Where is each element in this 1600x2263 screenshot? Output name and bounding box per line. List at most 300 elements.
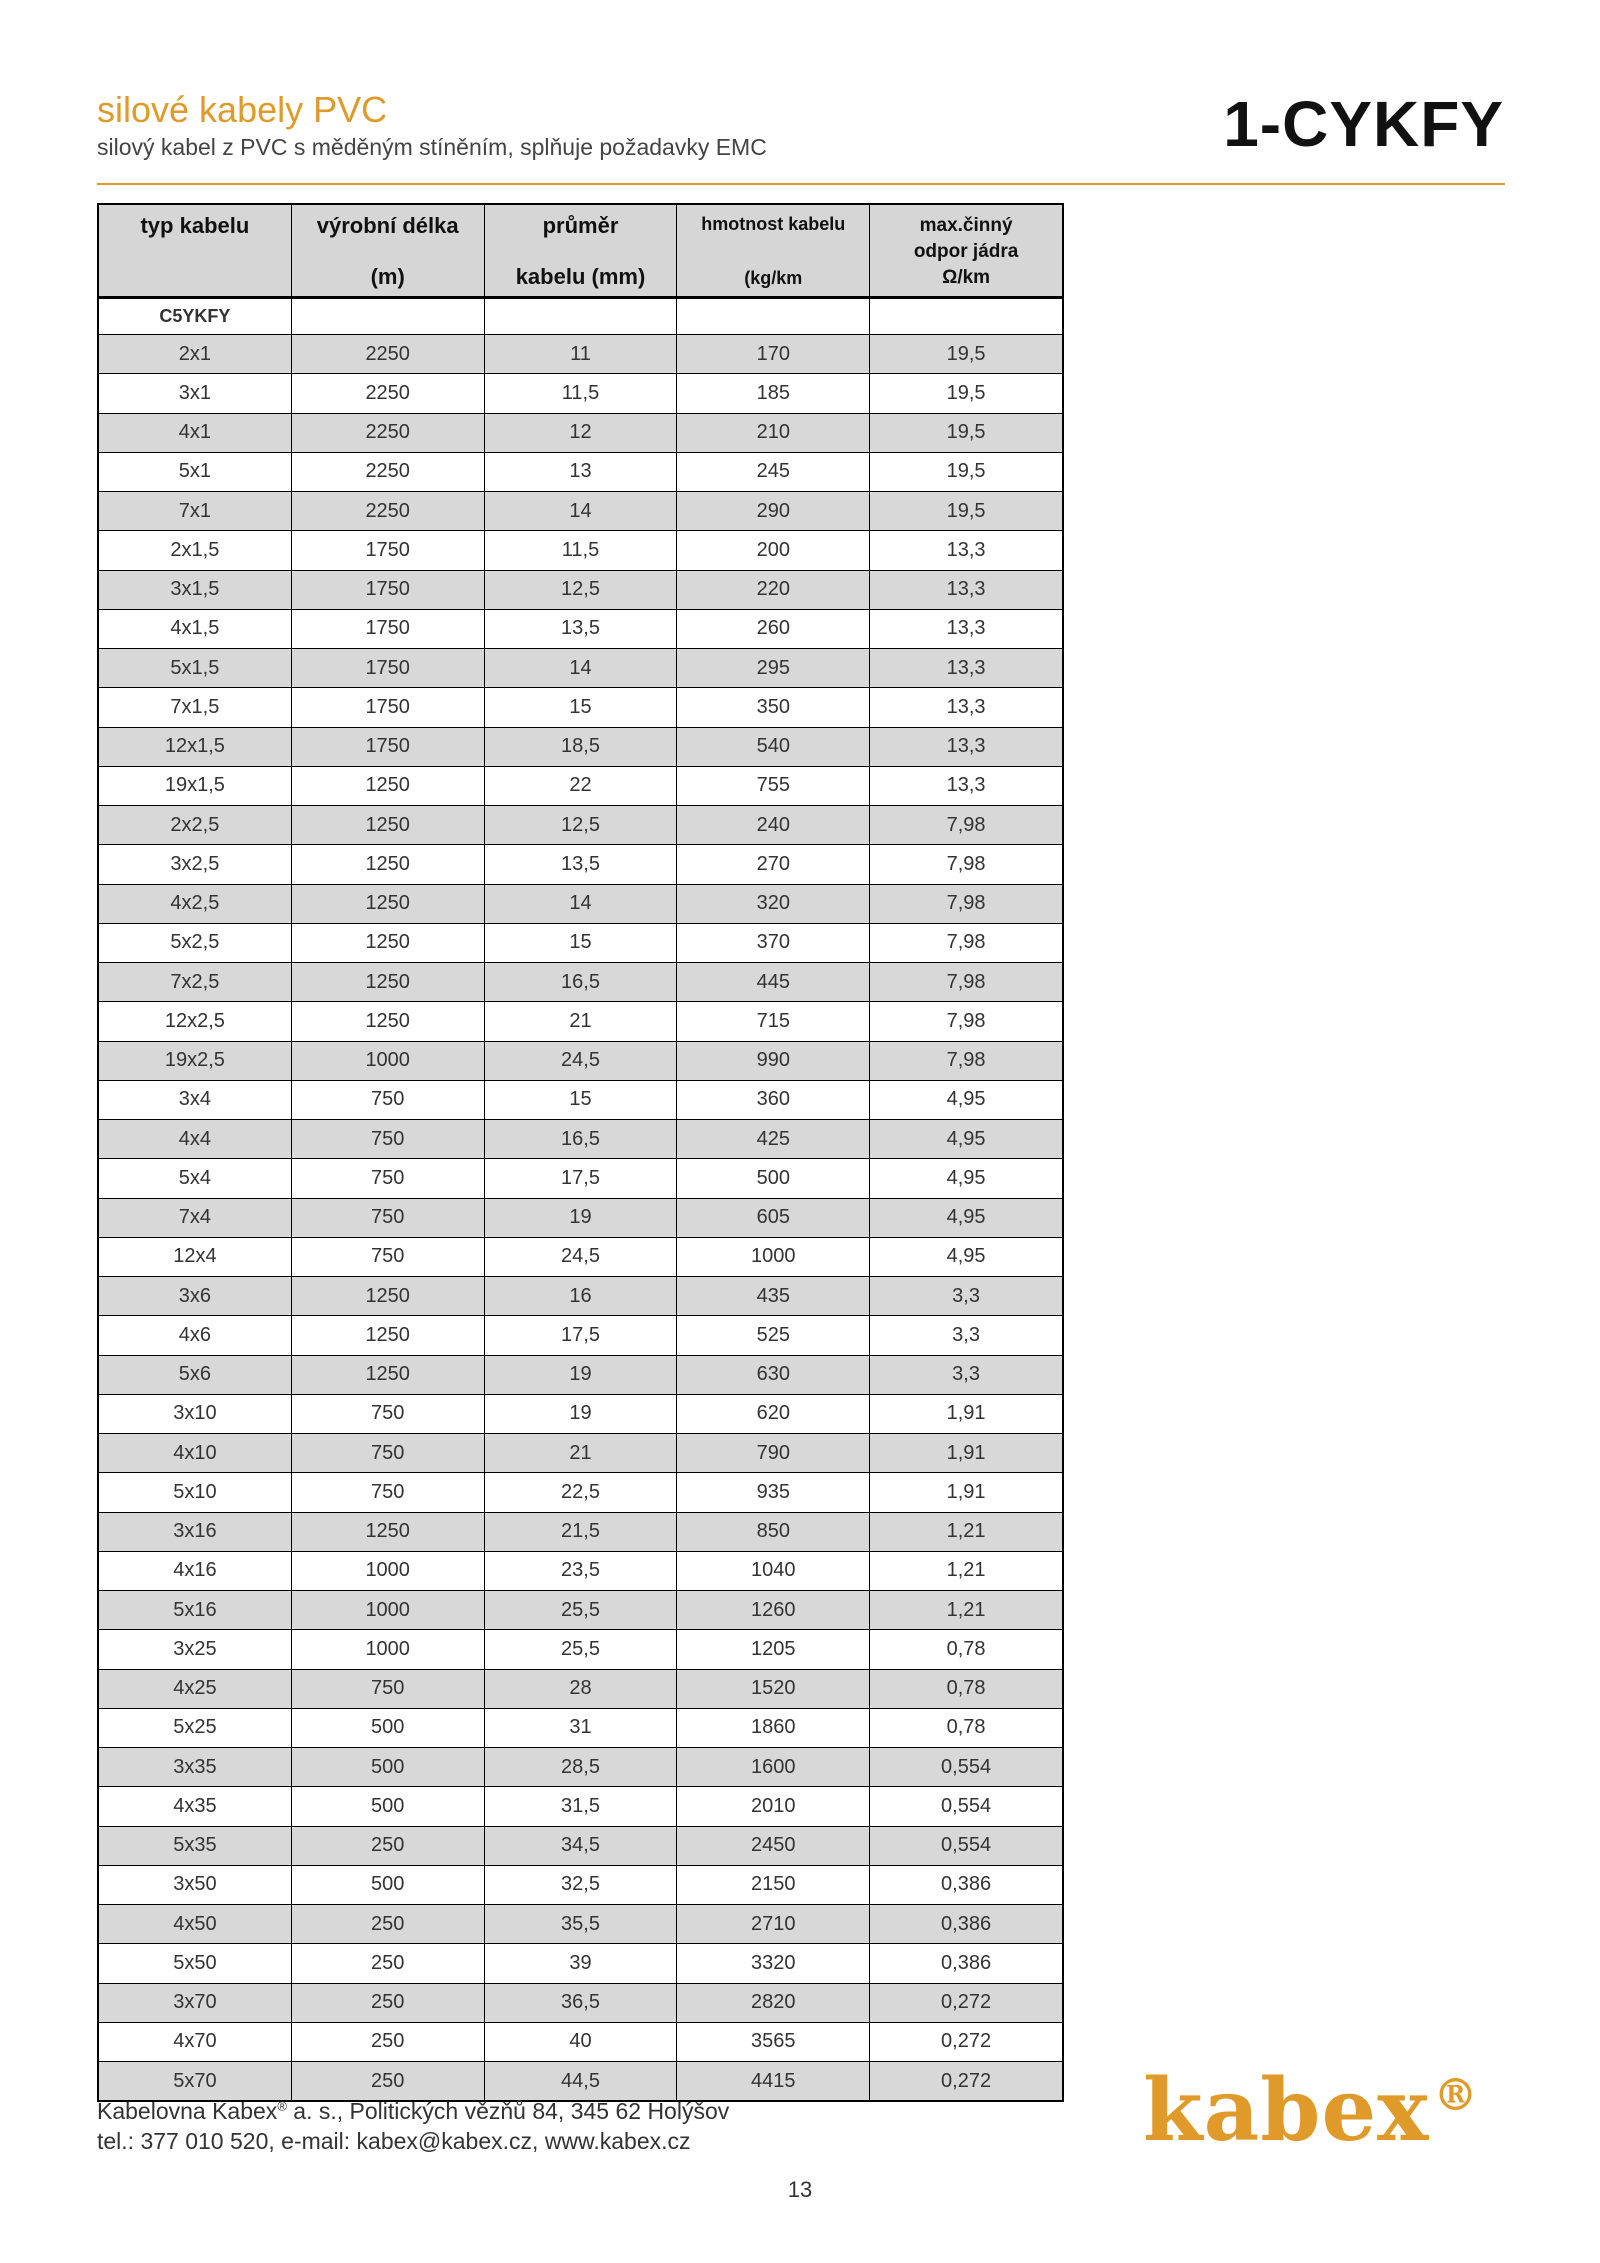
group-empty-cell — [677, 299, 870, 334]
cell-resistance: 0,386 — [941, 1951, 992, 1974]
cell-resistance: 1,91 — [946, 1480, 986, 1503]
cell-diameter: 35,5 — [485, 1905, 678, 1943]
cell-production-length: 2250 — [292, 414, 485, 452]
cell-diameter: 14 — [485, 492, 678, 530]
table-row — [99, 492, 1062, 531]
table-row — [99, 1199, 1062, 1238]
cell-weight: 2450 — [677, 1827, 870, 1865]
cell-resistance: 7,98 — [946, 931, 986, 954]
cell-resistance: 13,3 — [946, 774, 986, 797]
cell-production-length: 500 — [292, 1709, 485, 1747]
cell-diameter: 23,5 — [485, 1552, 678, 1590]
cell-diameter: 31,5 — [485, 1787, 678, 1825]
cell-weight: 605 — [677, 1199, 870, 1237]
cell-resistance: 13,3 — [946, 735, 986, 758]
cell-resistance: 0,386 — [941, 1873, 992, 1896]
cell-resistance: 0,272 — [941, 2069, 992, 2092]
table-row — [99, 1944, 1062, 1983]
cell-resistance: 13,3 — [946, 617, 986, 640]
cell-diameter: 15 — [485, 688, 678, 726]
header-weight-unit: (kg/km — [744, 268, 803, 288]
cell-diameter: 11,5 — [485, 374, 678, 412]
cell-diameter: 18,5 — [485, 728, 678, 766]
cell-weight: 445 — [677, 963, 870, 1001]
cell-diameter: 31 — [485, 1709, 678, 1747]
cell-diameter: 19 — [485, 1199, 678, 1237]
cell-weight: 220 — [677, 571, 870, 609]
cell-cable-type: 4x16 — [99, 1552, 292, 1590]
cell-weight: 185 — [677, 374, 870, 412]
cell-cable-type: 3x2,5 — [99, 845, 292, 883]
cell-resistance: 13,3 — [946, 695, 986, 718]
cell-production-length: 1250 — [292, 1356, 485, 1394]
cell-resistance: 0,554 — [941, 1834, 992, 1857]
cell-production-length: 250 — [292, 2062, 485, 2100]
cell-diameter: 22,5 — [485, 1473, 678, 1511]
cell-weight: 715 — [677, 1002, 870, 1040]
cell-weight: 630 — [677, 1356, 870, 1394]
cell-cable-type: 3x16 — [99, 1513, 292, 1551]
cell-resistance: 13,3 — [946, 578, 986, 601]
cell-production-length: 1250 — [292, 1316, 485, 1354]
cell-weight: 170 — [677, 335, 870, 373]
header-production-length — [292, 205, 485, 296]
cell-resistance: 1,21 — [946, 1598, 986, 1621]
cell-production-length: 750 — [292, 1395, 485, 1433]
header-diameter-unit: kabelu (mm) — [515, 264, 646, 289]
cell-production-length: 1250 — [292, 885, 485, 923]
cell-cable-type: 5x50 — [99, 1944, 292, 1982]
table-row — [99, 1866, 1062, 1905]
header-cable-type — [99, 205, 292, 296]
cell-cable-type: 3x70 — [99, 1984, 292, 2022]
cell-production-length: 1250 — [292, 1002, 485, 1040]
cell-production-length: 1000 — [292, 1591, 485, 1629]
cell-diameter: 25,5 — [485, 1591, 678, 1629]
cell-cable-type: 2x2,5 — [99, 806, 292, 844]
cell-production-length: 1750 — [292, 728, 485, 766]
table-row — [99, 2023, 1062, 2062]
table-row — [99, 1277, 1062, 1316]
cell-production-length: 750 — [292, 1199, 485, 1237]
cell-weight: 370 — [677, 924, 870, 962]
table-row — [99, 767, 1062, 806]
cell-production-length: 750 — [292, 1159, 485, 1197]
table-body — [99, 335, 1062, 2100]
cell-resistance: 4,95 — [946, 1088, 986, 1111]
cell-cable-type: 7x1,5 — [99, 688, 292, 726]
cell-cable-type: 7x2,5 — [99, 963, 292, 1001]
cell-weight: 425 — [677, 1120, 870, 1158]
cell-diameter: 36,5 — [485, 1984, 678, 2022]
cell-production-length: 500 — [292, 1748, 485, 1786]
cell-production-length: 750 — [292, 1238, 485, 1276]
cell-diameter: 21 — [485, 1434, 678, 1472]
cell-diameter: 11 — [485, 335, 678, 373]
table-row — [99, 1827, 1062, 1866]
header-diameter-label: průměr — [542, 213, 619, 238]
cell-production-length: 750 — [292, 1473, 485, 1511]
cell-production-length: 2250 — [292, 492, 485, 530]
cell-weight: 290 — [677, 492, 870, 530]
header-weight — [677, 205, 870, 296]
table-row — [99, 1356, 1062, 1395]
cell-production-length: 2250 — [292, 453, 485, 491]
cell-weight: 295 — [677, 649, 870, 687]
cell-resistance: 7,98 — [946, 813, 986, 836]
cell-cable-type: 5x10 — [99, 1473, 292, 1511]
cell-production-length: 750 — [292, 1434, 485, 1472]
cell-cable-type: 4x6 — [99, 1316, 292, 1354]
cell-resistance: 7,98 — [946, 852, 986, 875]
table-row — [99, 1238, 1062, 1277]
cell-cable-type: 3x10 — [99, 1395, 292, 1433]
cell-resistance: 0,554 — [941, 1794, 992, 1817]
cell-diameter: 34,5 — [485, 1827, 678, 1865]
cell-diameter: 14 — [485, 885, 678, 923]
table-row — [99, 1159, 1062, 1198]
table-row — [99, 1984, 1062, 2023]
header-resistance-line3: Ω/km — [942, 267, 991, 288]
cell-diameter: 17,5 — [485, 1316, 678, 1354]
cell-cable-type: 12x2,5 — [99, 1002, 292, 1040]
cell-diameter: 12 — [485, 414, 678, 452]
cell-weight: 260 — [677, 610, 870, 648]
cell-production-length: 250 — [292, 1827, 485, 1865]
table-row — [99, 453, 1062, 492]
cell-diameter: 21,5 — [485, 1513, 678, 1551]
table-row — [99, 649, 1062, 688]
header-divider — [97, 183, 1505, 185]
cell-production-length: 1250 — [292, 963, 485, 1001]
cell-diameter: 12,5 — [485, 571, 678, 609]
cell-weight: 360 — [677, 1081, 870, 1119]
cell-cable-type: 4x1,5 — [99, 610, 292, 648]
table-row — [99, 1002, 1062, 1041]
cell-diameter: 24,5 — [485, 1238, 678, 1276]
cell-production-length: 1250 — [292, 767, 485, 805]
cell-production-length: 250 — [292, 1984, 485, 2022]
cell-production-length: 1250 — [292, 1513, 485, 1551]
header-resistance — [870, 205, 1062, 296]
cell-cable-type: 5x1 — [99, 453, 292, 491]
table-row — [99, 806, 1062, 845]
cell-production-length: 1250 — [292, 845, 485, 883]
header-diameter — [485, 205, 678, 296]
cell-weight: 525 — [677, 1316, 870, 1354]
cell-production-length: 250 — [292, 1905, 485, 1943]
cell-cable-type: 5x4 — [99, 1159, 292, 1197]
product-description: silový kabel z PVC s měděným stíněním, splňuje požadavky EMC — [97, 134, 767, 160]
header-production-length-label: výrobní délka — [316, 213, 459, 238]
cell-production-length: 1750 — [292, 571, 485, 609]
cell-diameter: 44,5 — [485, 2062, 678, 2100]
header-resistance-block — [870, 213, 1062, 291]
cell-production-length: 1250 — [292, 806, 485, 844]
cell-cable-type: 7x4 — [99, 1199, 292, 1237]
header-cable-type-label: typ kabelu — [140, 213, 250, 238]
cell-production-length: 500 — [292, 1787, 485, 1825]
cell-cable-type: 12x4 — [99, 1238, 292, 1276]
cell-diameter: 21 — [485, 1002, 678, 1040]
cell-diameter: 13 — [485, 453, 678, 491]
footer-address: a. s., Politických vězňů 84, 345 62 Holýšov — [286, 2098, 730, 2124]
cell-production-length: 1250 — [292, 924, 485, 962]
table-row — [99, 1120, 1062, 1159]
cell-diameter: 14 — [485, 649, 678, 687]
cell-cable-type: 4x10 — [99, 1434, 292, 1472]
table-row — [99, 1552, 1062, 1591]
cell-resistance: 4,95 — [946, 1206, 986, 1229]
cell-cable-type: 4x35 — [99, 1787, 292, 1825]
cell-diameter: 28,5 — [485, 1748, 678, 1786]
table-row — [99, 374, 1062, 413]
cell-resistance: 1,91 — [946, 1441, 986, 1464]
cell-diameter: 40 — [485, 2023, 678, 2061]
table-row — [99, 1748, 1062, 1787]
cell-weight: 1000 — [677, 1238, 870, 1276]
cell-diameter: 16,5 — [485, 963, 678, 1001]
cell-production-length: 1750 — [292, 610, 485, 648]
cell-production-length: 750 — [292, 1081, 485, 1119]
page-number: 13 — [787, 2177, 813, 2202]
cell-cable-type: 4x25 — [99, 1670, 292, 1708]
table-row — [99, 1670, 1062, 1709]
cell-production-length: 2250 — [292, 374, 485, 412]
product-code-title: 1-CYKFY — [1223, 88, 1504, 160]
cell-resistance: 7,98 — [946, 1049, 986, 1072]
cell-weight: 1860 — [677, 1709, 870, 1747]
cell-cable-type: 3x4 — [99, 1081, 292, 1119]
cell-weight: 270 — [677, 845, 870, 883]
cell-resistance: 19,5 — [946, 460, 986, 483]
group-label: C5YKFY — [99, 299, 292, 334]
cell-diameter: 22 — [485, 767, 678, 805]
cell-cable-type: 5x16 — [99, 1591, 292, 1629]
header-production-length-unit: (m) — [370, 264, 405, 289]
cell-resistance: 0,78 — [946, 1716, 986, 1739]
cell-weight: 620 — [677, 1395, 870, 1433]
cell-weight: 540 — [677, 728, 870, 766]
product-category: silové kabely PVC — [97, 89, 388, 130]
cell-cable-type: 5x2,5 — [99, 924, 292, 962]
cell-diameter: 25,5 — [485, 1630, 678, 1668]
table-row — [99, 1591, 1062, 1630]
cell-resistance: 1,21 — [946, 1520, 986, 1543]
group-empty-cell — [870, 299, 1062, 334]
cell-production-length: 750 — [292, 1670, 485, 1708]
cell-weight: 1260 — [677, 1591, 870, 1629]
cell-weight: 3565 — [677, 2023, 870, 2061]
cell-resistance: 7,98 — [946, 970, 986, 993]
cell-resistance: 3,3 — [952, 1284, 980, 1307]
cell-cable-type: 4x4 — [99, 1120, 292, 1158]
cell-cable-type: 3x35 — [99, 1748, 292, 1786]
cell-weight: 1205 — [677, 1630, 870, 1668]
cell-weight: 210 — [677, 414, 870, 452]
cell-resistance: 1,21 — [946, 1559, 986, 1582]
cell-cable-type: 4x50 — [99, 1905, 292, 1943]
cell-weight: 4415 — [677, 2062, 870, 2100]
cell-cable-type: 4x1 — [99, 414, 292, 452]
cell-resistance: 1,91 — [946, 1402, 986, 1425]
cell-diameter: 15 — [485, 924, 678, 962]
table-row — [99, 1316, 1062, 1355]
cell-production-length: 750 — [292, 1120, 485, 1158]
cell-weight: 755 — [677, 767, 870, 805]
cell-diameter: 19 — [485, 1395, 678, 1433]
cell-resistance: 13,3 — [946, 538, 986, 561]
footer-reg-mark: ® — [277, 2098, 287, 2114]
cell-resistance: 4,95 — [946, 1127, 986, 1150]
cell-cable-type: 3x6 — [99, 1277, 292, 1315]
cell-resistance: 19,5 — [946, 499, 986, 522]
cell-resistance: 0,272 — [941, 2030, 992, 2053]
cell-cable-type: 5x70 — [99, 2062, 292, 2100]
table-row — [99, 1473, 1062, 1512]
table-row — [99, 924, 1062, 963]
footer-contact: tel.: 377 010 520, e-mail: kabex@kabex.cz, www.kabex.cz — [97, 2128, 691, 2154]
logo-text: kabex — [1143, 2060, 1430, 2161]
group-empty-cell — [485, 299, 678, 334]
table-row — [99, 335, 1062, 374]
cell-weight: 1520 — [677, 1670, 870, 1708]
table-row — [99, 571, 1062, 610]
cell-cable-type: 5x35 — [99, 1827, 292, 1865]
cell-production-length: 2250 — [292, 335, 485, 373]
cell-production-length: 1750 — [292, 649, 485, 687]
table-row — [99, 1905, 1062, 1944]
cell-weight: 990 — [677, 1042, 870, 1080]
cell-cable-type: 3x50 — [99, 1866, 292, 1904]
cell-diameter: 24,5 — [485, 1042, 678, 1080]
table-row — [99, 1630, 1062, 1669]
logo-registered-mark: ® — [1433, 2070, 1479, 2121]
cell-production-length: 1250 — [292, 1277, 485, 1315]
table-row — [99, 1081, 1062, 1120]
table-row — [99, 845, 1062, 884]
header-resistance-line2: odpor jádra — [913, 241, 1019, 262]
table-row — [99, 1787, 1062, 1826]
cell-resistance: 0,554 — [941, 1755, 992, 1778]
cell-resistance: 4,95 — [946, 1166, 986, 1189]
cell-resistance: 7,98 — [946, 892, 986, 915]
cell-weight: 350 — [677, 688, 870, 726]
table-row — [99, 414, 1062, 453]
cell-weight: 2710 — [677, 1905, 870, 1943]
cell-diameter: 17,5 — [485, 1159, 678, 1197]
cell-resistance: 0,272 — [941, 1991, 992, 2014]
cell-weight: 2150 — [677, 1866, 870, 1904]
cell-cable-type: 3x25 — [99, 1630, 292, 1668]
group-empty-cell — [292, 299, 485, 334]
table-row — [99, 963, 1062, 1002]
cell-weight: 240 — [677, 806, 870, 844]
cell-diameter: 15 — [485, 1081, 678, 1119]
cell-weight: 3320 — [677, 1944, 870, 1982]
cell-weight: 200 — [677, 531, 870, 569]
cell-production-length: 1000 — [292, 1630, 485, 1668]
cell-resistance: 4,95 — [946, 1245, 986, 1268]
cell-cable-type: 3x1 — [99, 374, 292, 412]
cell-diameter: 16,5 — [485, 1120, 678, 1158]
cell-resistance: 19,5 — [946, 342, 986, 365]
table-row — [99, 688, 1062, 727]
cell-cable-type: 7x1 — [99, 492, 292, 530]
cell-diameter: 13,5 — [485, 845, 678, 883]
footer-company-line — [97, 2098, 729, 2125]
cell-diameter: 32,5 — [485, 1866, 678, 1904]
cell-production-length: 1000 — [292, 1552, 485, 1590]
cell-resistance: 13,3 — [946, 656, 986, 679]
cell-diameter: 11,5 — [485, 531, 678, 569]
table-row — [99, 1042, 1062, 1081]
cell-production-length: 1000 — [292, 1042, 485, 1080]
table-row — [99, 2062, 1062, 2100]
cell-cable-type: 5x1,5 — [99, 649, 292, 687]
cell-weight: 2010 — [677, 1787, 870, 1825]
cell-weight: 1040 — [677, 1552, 870, 1590]
cell-cable-type: 4x2,5 — [99, 885, 292, 923]
cell-resistance: 19,5 — [946, 381, 986, 404]
kabex-logo — [1143, 2060, 1479, 2161]
cell-cable-type: 5x6 — [99, 1356, 292, 1394]
cell-resistance: 3,3 — [952, 1323, 980, 1346]
table-row — [99, 1709, 1062, 1748]
cell-weight: 2820 — [677, 1984, 870, 2022]
cell-cable-type: 4x70 — [99, 2023, 292, 2061]
cell-cable-type: 12x1,5 — [99, 728, 292, 766]
cell-weight: 320 — [677, 885, 870, 923]
cell-weight: 790 — [677, 1434, 870, 1472]
cell-weight: 500 — [677, 1159, 870, 1197]
cell-production-length: 1750 — [292, 531, 485, 569]
cell-resistance: 3,3 — [952, 1363, 980, 1386]
cell-resistance: 7,98 — [946, 1009, 986, 1032]
header-resistance-line1: max.činný — [919, 215, 1013, 236]
cell-cable-type: 19x2,5 — [99, 1042, 292, 1080]
cell-diameter: 28 — [485, 1670, 678, 1708]
table-header — [99, 205, 1062, 299]
cell-diameter: 39 — [485, 1944, 678, 1982]
cell-diameter: 12,5 — [485, 806, 678, 844]
cell-resistance: 19,5 — [946, 421, 986, 444]
cell-weight: 935 — [677, 1473, 870, 1511]
cell-production-length: 250 — [292, 1944, 485, 1982]
cable-spec-table — [97, 203, 1064, 2102]
cell-weight: 435 — [677, 1277, 870, 1315]
cell-weight: 1600 — [677, 1748, 870, 1786]
cell-cable-type: 2x1 — [99, 335, 292, 373]
cell-production-length: 500 — [292, 1866, 485, 1904]
cell-cable-type: 19x1,5 — [99, 767, 292, 805]
table-row — [99, 1513, 1062, 1552]
cell-resistance: 0,386 — [941, 1912, 992, 1935]
table-row — [99, 728, 1062, 767]
footer-company: Kabelovna Kabex — [97, 2098, 278, 2124]
header-weight-label: hmotnost kabelu — [701, 214, 846, 234]
cell-diameter: 13,5 — [485, 610, 678, 648]
table-row — [99, 1434, 1062, 1473]
cell-resistance: 0,78 — [946, 1677, 986, 1700]
table-row — [99, 885, 1062, 924]
cell-weight: 245 — [677, 453, 870, 491]
group-row — [99, 299, 1062, 335]
cell-production-length: 1750 — [292, 688, 485, 726]
table-row — [99, 1395, 1062, 1434]
cell-cable-type: 5x25 — [99, 1709, 292, 1747]
cell-diameter: 16 — [485, 1277, 678, 1315]
